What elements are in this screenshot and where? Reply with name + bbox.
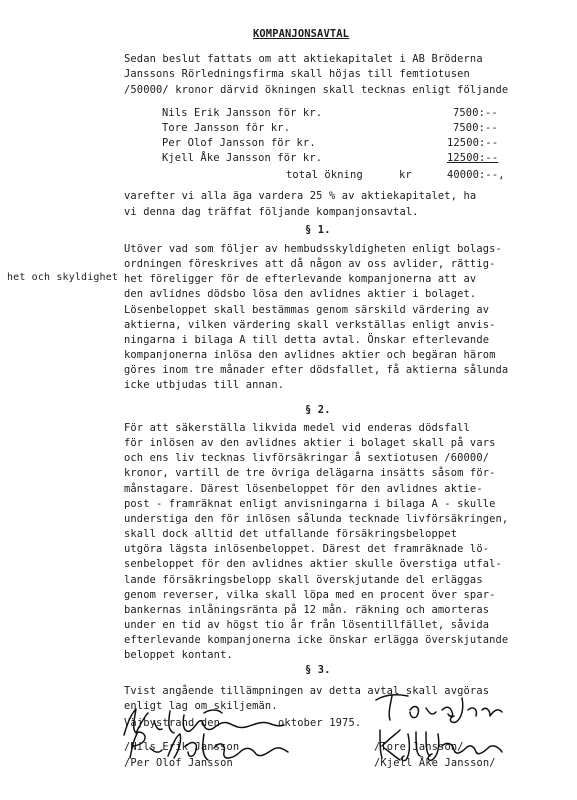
subscription-amount: 12500:-- bbox=[447, 137, 499, 149]
signature-kjell-ake bbox=[372, 724, 512, 764]
section-line: skall dock alltid det utfallande försäkringsbeloppet bbox=[124, 528, 458, 540]
signatory-name: /Per Olof Jansson bbox=[124, 757, 233, 769]
section-line: göres inom tre månader efter dödsfallet, få aktierna sålunda bbox=[124, 364, 509, 376]
section-line: Lösenbeloppet skall bestämmas genom särskild värdering av bbox=[124, 304, 490, 316]
signatory-name: /Kjell Åke Jansson/ bbox=[374, 757, 496, 769]
section-line: Tvist angående tillämpningen av detta avtal skall avgöras bbox=[124, 685, 490, 697]
subscription-name: Per Olof Jansson för kr. bbox=[162, 137, 316, 149]
section-line: ordningen föreskrives att då någon av oss avlider, rättig- bbox=[124, 258, 496, 270]
section-heading: § 2. bbox=[305, 404, 331, 416]
document-title: KOMPANJONSAVTAL bbox=[253, 28, 350, 40]
section-line: för inlösen av den avlidnes aktier i bolaget skall på vars bbox=[124, 437, 496, 449]
section-line: lande försäkringsbelopp skall överskjutande del erläggas bbox=[124, 574, 483, 586]
margin-note: het och skyldighet bbox=[7, 272, 119, 283]
section-line: bankernas inlåningsränta på 12 mån. räkning och amorteras bbox=[124, 604, 490, 616]
section-line: den avlidnes dödsbo lösa den avlidnes aktier i bolaget. bbox=[124, 288, 477, 300]
section-line: Utöver vad som följer av hembudsskyldigheten enligt bolags- bbox=[124, 243, 502, 255]
signature-tore bbox=[370, 688, 510, 726]
total-label: total ökning bbox=[286, 169, 363, 181]
section-heading: § 3. bbox=[305, 664, 331, 676]
signatory-name: /Tore Jansson/ bbox=[374, 741, 464, 753]
section-line: icke utbjudas till annan. bbox=[124, 379, 285, 391]
section-line: aktierna, vilken värdering skall verkställas enligt anvis- bbox=[124, 319, 496, 331]
subscription-name: Kjell Åke Jansson för kr. bbox=[162, 152, 323, 164]
subscription-amount: 12500:-- bbox=[447, 152, 499, 164]
section-line: under en tid av högst tio år från lösentillfället, såvida bbox=[124, 619, 490, 631]
total-unit: kr bbox=[399, 169, 412, 181]
total-amount: 40000:--, bbox=[447, 169, 505, 181]
section-line: het föreligger för de efterlevande kompanjonerna att av bbox=[124, 273, 477, 285]
date-value: oktober 1975. bbox=[278, 717, 362, 729]
section-line: kompanjonerna inlösa den avlidnes aktier och begäran härom bbox=[124, 349, 496, 361]
section-line: genom reverser, vilka skall löpa med en procent över spar- bbox=[124, 589, 496, 601]
after-total-line: vi denna dag träffat följande kompanjonsavtal. bbox=[124, 206, 419, 218]
section-line: beloppet kontant. bbox=[124, 649, 233, 661]
section-line: post - framräknat enligt anvisningarna i bilaga A - skulle bbox=[124, 498, 496, 510]
intro-line: Janssons Rörledningsfirma skall höjas till femtiotusen bbox=[124, 68, 470, 80]
subscription-amount: 7500:-- bbox=[453, 107, 498, 119]
signature-per-olof bbox=[122, 728, 292, 768]
section-line: och ens liv tecknas livförsäkringar å sextiotusen /60000/ bbox=[124, 452, 490, 464]
subscription-name: Tore Jansson för kr. bbox=[162, 122, 291, 134]
section-line: ningarna i bilaga A till detta avtal. Önskar efterlevande bbox=[124, 334, 490, 346]
section-line: senbeloppet för den avlidnes aktier skulle överstiga utfal- bbox=[124, 558, 502, 570]
section-line: månstagare. Därest lösenbeloppet för den avlidnes aktie- bbox=[124, 483, 483, 495]
subscription-amount: 7500:-- bbox=[453, 122, 498, 134]
intro-line: /50000/ kronor därvid ökningen skall tecknas enligt följande bbox=[124, 84, 509, 96]
section-line: understiga den för inlösen sålunda tecknade livförsäkringen, bbox=[124, 513, 509, 525]
signatory-name: /Nils Erik Jansson bbox=[124, 741, 240, 753]
section-line: enligt lag om skiljemän. bbox=[124, 700, 278, 712]
after-total-line: varefter vi alla äga vardera 25 % av aktiekapitalet, ha bbox=[124, 190, 477, 202]
section-line: För att säkerställa likvida medel vid enderas dödsfall bbox=[124, 422, 470, 434]
section-line: efterlevande kompanjonerna icke önskar erlägga överskjutande bbox=[124, 634, 509, 646]
intro-line: Sedan beslut fattats om att aktiekapitalet i AB Bröderna bbox=[124, 53, 483, 65]
subscription-name: Nils Erik Jansson för kr. bbox=[162, 107, 323, 119]
place-label: Väjbystrand den bbox=[124, 717, 221, 729]
section-heading: § 1. bbox=[305, 224, 331, 236]
section-line: kronor, vartill de tre övriga delägarna insätts såsom för- bbox=[124, 467, 496, 479]
section-line: utgöra lägsta inlösenbeloppet. Därest det framräknade lö- bbox=[124, 543, 490, 555]
